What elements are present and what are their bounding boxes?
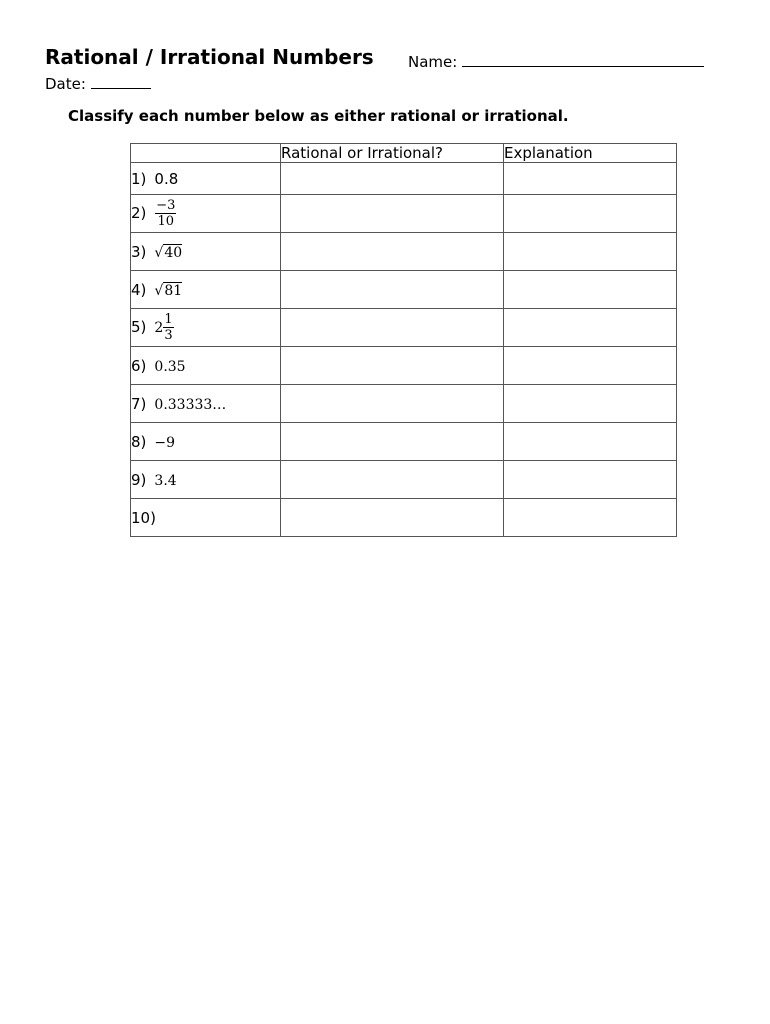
name-blank[interactable] [462, 52, 704, 67]
number-cell [131, 385, 281, 423]
item-label: 7) [131, 394, 147, 413]
item-label: 9) [131, 470, 147, 489]
item-label: 3) [131, 242, 147, 261]
explanation-cell[interactable] [504, 233, 677, 271]
page-title: Rational / Irrational Numbers [45, 45, 374, 69]
number-cell [131, 423, 281, 461]
radical-sign: √ [154, 244, 164, 261]
header-explanation: Explanation [504, 144, 677, 163]
table-row [131, 499, 677, 537]
item-label: 4) [131, 280, 147, 299]
table-row [131, 309, 677, 347]
table-row [131, 195, 677, 233]
header-number [131, 144, 281, 163]
answer-cell[interactable] [281, 499, 504, 537]
number-cell [131, 347, 281, 385]
name-label: Name: [408, 53, 458, 71]
explanation-cell[interactable] [504, 499, 677, 537]
number-cell [131, 233, 281, 271]
date-blank[interactable] [91, 74, 151, 89]
fraction-numerator: −3 [156, 198, 176, 213]
answer-cell[interactable] [281, 271, 504, 309]
item-label: 2) [131, 204, 147, 222]
fraction [155, 198, 176, 229]
fraction-denominator: 3 [164, 328, 173, 343]
table-row [131, 461, 677, 499]
item-value: 3.4 [154, 472, 177, 489]
item-label: 1) [131, 169, 147, 188]
explanation-cell[interactable] [504, 347, 677, 385]
answer-cell[interactable] [281, 423, 504, 461]
answer-cell[interactable] [281, 195, 504, 233]
date-field[interactable] [45, 74, 151, 93]
answer-cell[interactable] [281, 461, 504, 499]
fraction [163, 312, 173, 343]
item-label: 5) [131, 318, 147, 336]
table-row [131, 347, 677, 385]
number-cell [131, 461, 281, 499]
date-label: Date: [45, 75, 86, 93]
radicand: 40 [164, 244, 183, 261]
table-row [131, 271, 677, 309]
item-value: 0.8 [154, 169, 179, 188]
explanation-cell[interactable] [504, 195, 677, 233]
number-cell [131, 163, 281, 195]
answer-cell[interactable] [281, 163, 504, 195]
number-cell [131, 499, 281, 537]
number-cell [131, 309, 281, 347]
classification-table [130, 143, 677, 537]
item-label: 10) [131, 508, 156, 527]
item-label: 6) [131, 356, 147, 375]
item-value: 0.35 [154, 358, 186, 375]
explanation-cell[interactable] [504, 385, 677, 423]
table-row [131, 385, 677, 423]
answer-cell[interactable] [281, 347, 504, 385]
fraction-numerator: 1 [164, 312, 173, 327]
answer-cell[interactable] [281, 385, 504, 423]
table-row [131, 233, 677, 271]
table-row [131, 163, 677, 195]
number-cell [131, 195, 281, 233]
header-rational-or-irrational: Rational or Irrational? [281, 144, 504, 163]
fraction-denominator: 10 [157, 214, 175, 229]
explanation-cell[interactable] [504, 309, 677, 347]
name-field[interactable] [408, 52, 704, 71]
item-label: 8) [131, 432, 147, 451]
number-cell [131, 271, 281, 309]
table-header-row [131, 144, 677, 163]
explanation-cell[interactable] [504, 461, 677, 499]
instructions: Classify each number below as either rational or irrational. [68, 107, 569, 125]
explanation-cell[interactable] [504, 163, 677, 195]
square-root [154, 283, 182, 299]
table-row [131, 423, 677, 461]
radicand: 81 [164, 282, 183, 299]
item-value: 0.33333… [154, 396, 227, 413]
square-root [154, 245, 182, 261]
item-value: −9 [154, 434, 176, 451]
answer-cell[interactable] [281, 309, 504, 347]
explanation-cell[interactable] [504, 423, 677, 461]
explanation-cell[interactable] [504, 271, 677, 309]
mixed-number-whole: 2 [154, 320, 164, 336]
radical-sign: √ [154, 282, 164, 299]
answer-cell[interactable] [281, 233, 504, 271]
